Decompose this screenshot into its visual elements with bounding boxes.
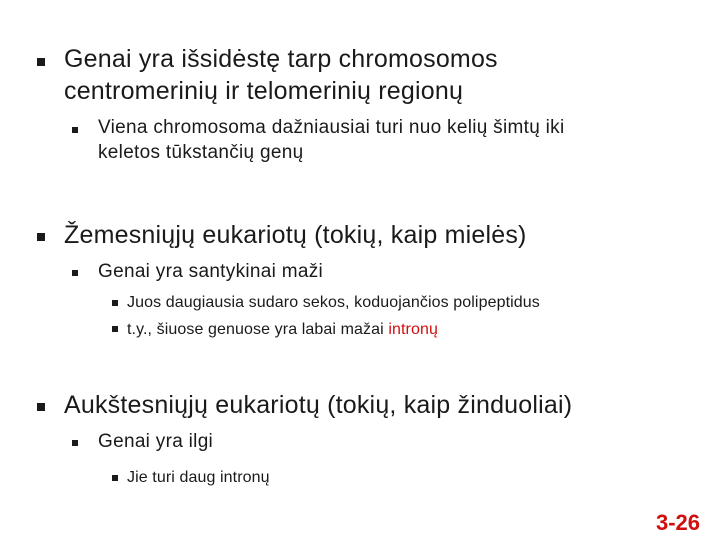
- bullet-marker: [72, 270, 78, 276]
- bullet-marker: [72, 127, 78, 133]
- bullet-marker: [37, 58, 45, 66]
- bullet-item-1-line-1: Genai yra išsidėstę tarp chromosomos: [64, 45, 498, 73]
- bullet-item-2-1-2: [127, 318, 438, 342]
- bullet-item-2-1-2-text: t.y., šiuose genuose yra labai mažai: [127, 321, 389, 338]
- bullet-item-3: Aukštesniųjų eukariotų (tokių, kaip žinduoliai): [64, 391, 573, 419]
- bullet-item-2: Žemesniųjų eukariotų (tokių, kaip mielės): [64, 221, 527, 249]
- bullet-marker: [112, 300, 118, 306]
- bullet-item-1: [64, 43, 498, 107]
- highlighted-term: intronų: [388, 321, 438, 338]
- bullet-marker: [112, 475, 118, 481]
- bullet-item-1-line-2: centromerinių ir telomerinių regionų: [64, 77, 464, 105]
- bullet-marker: [37, 233, 45, 241]
- bullet-item-3-1-1: Jie turi daug intronų: [127, 469, 270, 486]
- bullet-item-2-1-1: Juos daugiausia sudaro sekos, koduojančios polipeptidus: [127, 294, 540, 311]
- bullet-marker: [112, 326, 118, 332]
- bullet-marker: [72, 440, 78, 446]
- bullet-item-1-1-line-2: keletos tūkstančių genų: [98, 142, 304, 163]
- bullet-item-3-1: Genai yra ilgi: [98, 431, 214, 452]
- bullet-marker: [37, 403, 45, 411]
- bullet-item-2-1: Genai yra santykinai maži: [98, 261, 324, 282]
- bullet-item-1-1: [98, 115, 565, 165]
- page-number: 3-26: [655, 510, 700, 535]
- bullet-item-1-1-line-1: Viena chromosoma dažniausiai turi nuo kelių šimtų iki: [98, 117, 565, 138]
